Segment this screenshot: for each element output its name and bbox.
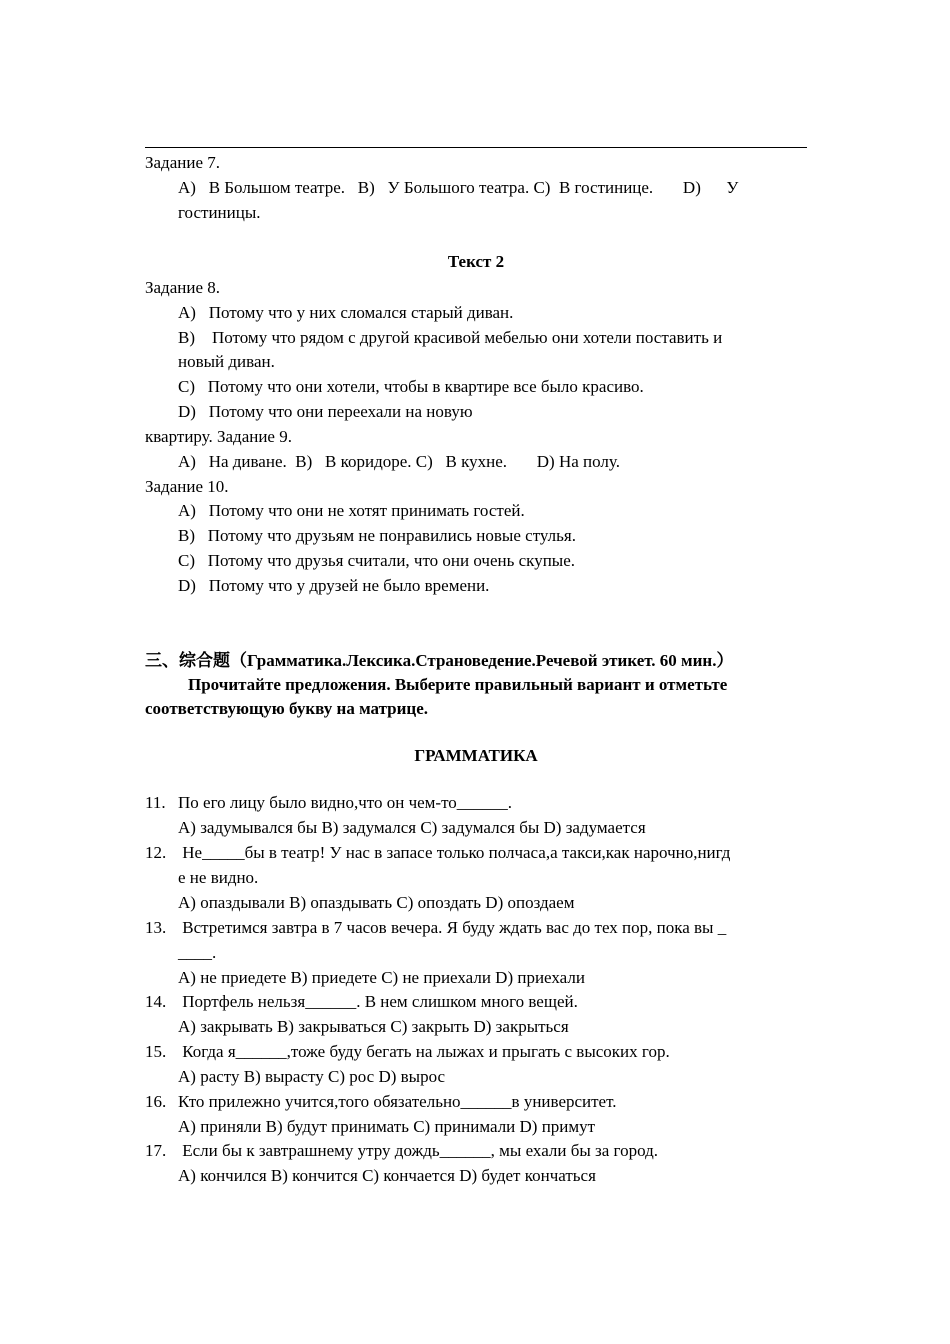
task7-label: Задание 7. xyxy=(145,153,220,172)
section3-instruction: Прочитайте предложения. Выберите правильный вариант и отметьте xyxy=(188,675,728,694)
top-rule xyxy=(145,147,807,148)
question-number: 13. xyxy=(145,918,167,937)
question-text-cont: ____. xyxy=(178,943,217,962)
task7-options-cont: гостиницы. xyxy=(178,203,261,222)
task10-option-d: D) Потому что у друзей не было времени. xyxy=(178,576,490,595)
question-options: A) задумывался бы B) задумался C) задумался бы D) задумается xyxy=(178,818,646,837)
question-number: 11. xyxy=(145,793,166,812)
question-text-cont: е не видно. xyxy=(178,868,259,887)
question-options: A) опаздывали B) опаздывать C) опоздать D) опоздаем xyxy=(178,893,575,912)
question-number: 14. xyxy=(145,992,167,1011)
question-text: Кто прилежно учится,того обязательно______в университет. xyxy=(178,1092,617,1111)
question-text: Если бы к завтрашнему утру дождь______, мы ехали бы за город. xyxy=(178,1141,659,1160)
question-options: A) приняли B) будут принимать C) принимали D) примут xyxy=(178,1117,596,1136)
question-text: Портфель нельзя______. В нем слишком много вещей. xyxy=(178,992,578,1011)
task10-option-c: C) Потому что друзья считали, что они очень скупые. xyxy=(178,551,576,570)
text2-title: Текст 2 xyxy=(447,252,505,271)
question-number: 15. xyxy=(145,1042,167,1061)
task8-label: Задание 8. xyxy=(145,278,220,297)
task8-option-b: B) Потому что рядом с другой красивой мебелью они хотели поставить и xyxy=(178,328,723,347)
task8-option-b-cont: новый диван. xyxy=(178,352,275,371)
grammar-title: ГРАММАТИКА xyxy=(414,746,538,765)
section3-instruction-cont: соответствующую букву на матрице. xyxy=(145,699,428,718)
task10-option-b: B) Потому что друзьям не понравились новые стулья. xyxy=(178,526,576,545)
question-options: A) расту B) вырасту C) рос D) вырос xyxy=(178,1067,446,1086)
task8-option-d: D) Потому что они переехали на новую xyxy=(178,402,473,421)
question-text: Не_____бы в театр! У нас в запасе только полчаса,а такси,как нарочно,нигд xyxy=(178,843,731,862)
question-options: A) кончился B) кончится C) кончается D) будет кончаться xyxy=(178,1166,596,1185)
question-options: A) не приедете B) приедете C) не приехали D) приехали xyxy=(178,968,585,987)
task8-option-a: A) Потому что у них сломался старый диван. xyxy=(178,303,514,322)
question-text: Когда я______,тоже буду бегать на лыжах и прыгать с высоких гор. xyxy=(178,1042,670,1061)
question-text: Встретимся завтра в 7 часов вечера. Я буду ждать вас до тех пор, пока вы _ xyxy=(178,918,727,937)
section3-heading: 三、综合题（Грамматика.Лексика.Страноведение.Речевой этикет. 60 мин.） xyxy=(145,651,734,670)
question-number: 12. xyxy=(145,843,167,862)
task7-options: A) В Большом театре. B) У Большого театра. C) В гостинице. D) У xyxy=(178,178,739,197)
question-text: По его лицу было видно,что он чем-то______. xyxy=(178,793,513,812)
question-number: 17. xyxy=(145,1141,167,1160)
task10-option-a: A) Потому что они не хотят принимать гостей. xyxy=(178,501,525,520)
task8-option-c: C) Потому что они хотели, чтобы в квартире все было красиво. xyxy=(178,377,644,396)
task10-label: Задание 10. xyxy=(145,477,229,496)
task8-option-d-cont: квартиру. Задание 9. xyxy=(145,427,292,446)
question-options: A) закрывать B) закрываться C) закрыть D) закрыться xyxy=(178,1017,569,1036)
task9-options: A) На диване. B) В коридоре. C) В кухне. D) На полу. xyxy=(178,452,620,471)
question-number: 16. xyxy=(145,1092,167,1111)
